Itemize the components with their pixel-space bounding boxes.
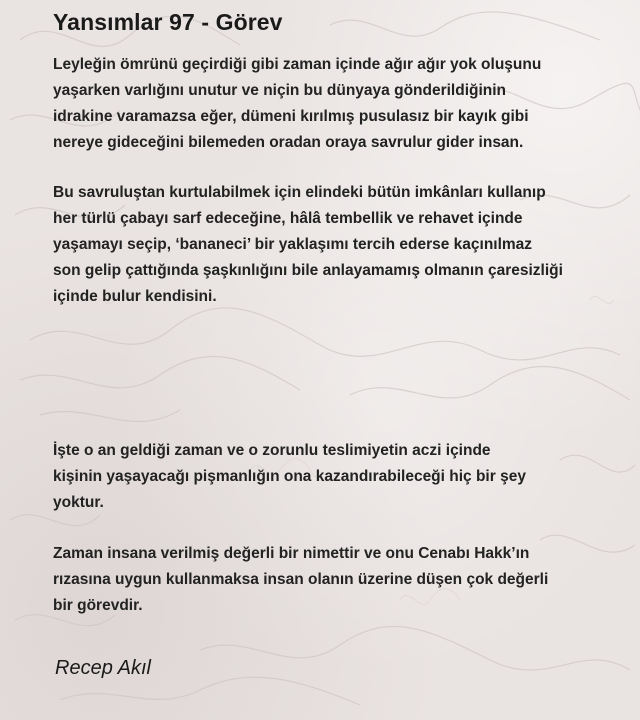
poem-line: son gelip çattığında şaşkınlığını bile anlayamamış olmanın çaresizliği [53, 262, 563, 279]
poem-stanza-2 [53, 180, 563, 310]
poem-line: yaşamayı seçip, ‘bananeci’ bir yaklaşımı tercih ederse kaçınılmaz [53, 236, 533, 253]
poem-line: yoktur. [53, 494, 104, 511]
poem-line: kişinin yaşayacağı pişmanlığın ona kazandırabileceği hiç bir şey [53, 468, 526, 485]
poem-line: rızasına uygun kullanmaksa insan olanın üzerine düşen çok değerli [53, 571, 549, 588]
poem-line: Leyleğin ömrünü geçirdiği gibi zaman içinde ağır ağır yok oluşunu [53, 56, 542, 73]
poem-line: İşte o an geldiği zaman ve o zorunlu teslimiyetin aczi içinde [53, 442, 491, 459]
poem-author: Recep Akıl [55, 657, 151, 679]
poem-title: Yansımlar 97 - Görev [53, 9, 283, 35]
poem-stanza-4 [53, 541, 548, 619]
poem-line: içinde bulur kendisini. [53, 288, 217, 305]
poem-stanza-3 [53, 438, 526, 516]
poem-line: idrakine varamazsa eğer, dümeni kırılmış pusulasız bir kayık gibi [53, 108, 529, 125]
poem-line: her türlü çabayı sarf edeceğine, hâlâ tembellik ve rehavet içinde [53, 210, 523, 227]
poem-line: Zaman insana verilmiş değerli bir nimettir ve onu Cenabı Hakk’ın [53, 545, 530, 562]
poem-line: nereye gideceğini bilemeden oradan oraya savrulur gider insan. [53, 134, 524, 151]
poem-line: Bu savruluştan kurtulabilmek için elindeki bütün imkânları kullanıp [53, 184, 546, 201]
poem-stanza-1 [53, 52, 541, 156]
poem-line: yaşarken varlığını unutur ve niçin bu dünyaya gönderildiğinin [53, 82, 507, 99]
poem-line: bir görevdir. [53, 597, 143, 614]
